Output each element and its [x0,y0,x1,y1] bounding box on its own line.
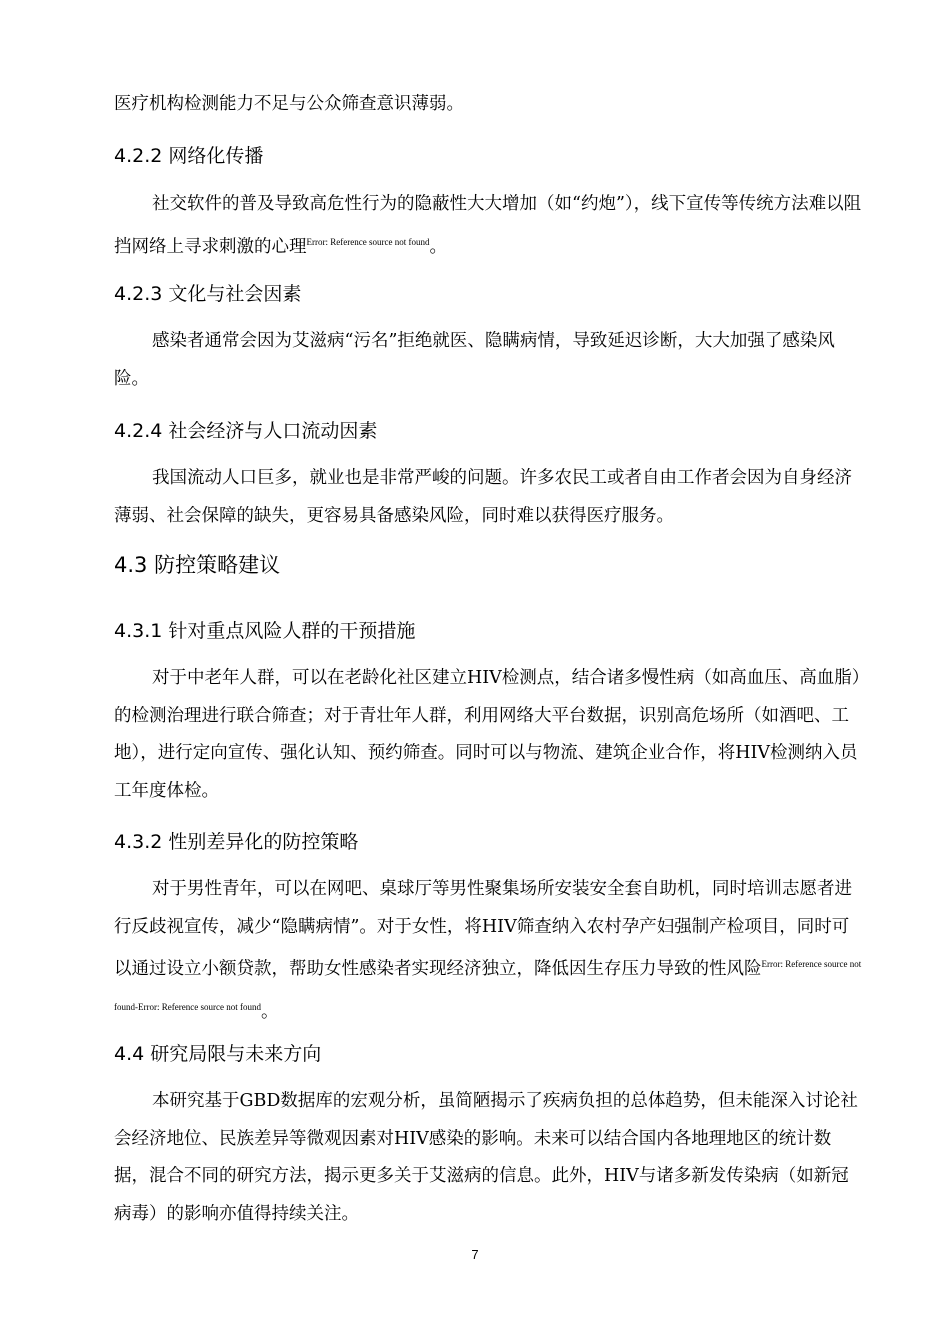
paragraph-text: 我国流动人口巨多，就业也是非常严峻的问题。许多农民工或者自由工作者会因为自身经济薄弱、社会保障的缺失，更容易具备感染风险，同时难以获得医疗服务。 [114,468,852,526]
heading-4-3-1: 4.3.1 针对重点风险人群的干预措施 [114,620,416,642]
reference-error: Error: Reference source not found-Error: Reference source not found [114,959,862,1012]
reference-error: Error: Reference source not found [306,236,430,247]
heading-4-2-4: 4.2.4 社会经济与人口流动因素 [114,420,378,442]
paragraph-4-3-1 [114,660,862,810]
paragraph-text: 对于男性青年，可以在网吧、桌球厅等男性聚集场所安装安全套自助机，同时培训志愿者进行反歧视宣传，减少“隐瞒病情”。对于女性，将HIV筛查纳入农村孕产妇强制产检项目，同时可以通过设立小额贷款，帮助女性感染者实现经济独立，降低因生存压力导致的性风险 [114,879,852,979]
heading-4-2-2: 4.2.2 网络化传播 [114,145,264,167]
paragraph-text: 感染者通常会因为艾滋病“污名”拒绝就医、隐瞒病情，导致延迟诊断，大大加强了感染风险。 [114,331,835,389]
heading-4-4: 4.4 研究局限与未来方向 [114,1043,322,1065]
heading-4-3: 4.3 防控策略建议 [114,553,281,577]
paragraph-4-2-4 [114,460,862,535]
paragraph-4-3-2: 对于男性青年，可以在网吧、桌球厅等男性聚集场所安装安全套自助机，同时培训志愿者进行反歧视宣传，减少“隐瞒病情”。对于女性，将HIV筛查纳入农村孕产妇强制产检项目，同时可以通过设立小额贷款，帮助女性感染者实现经济独立，降低因生存压力导致的性风险$^{Error: Reference source not found-Error: Reference source not found}$。 [114,879,862,1022]
paragraph-4-4 [114,1083,862,1233]
heading-4-2-3: 4.2.3 文化与社会因素 [114,283,302,305]
paragraph-text: 医疗机构检测能力不足与公众筛查意识薄弱。 [114,94,464,114]
page-number: 7 [471,1247,479,1262]
paragraph-text: 社交软件的普及导致高危性行为的隐蔽性大大增加（如“约炮”），线下宣传等传统方法难以阻挡网络上寻求刺激的心理 [114,194,862,257]
paragraph-4-2-2: 社交软件的普及导致高危性行为的隐蔽性大大增加（如“约炮”），线下宣传等传统方法难以阻挡网络上寻求刺激的心理$^{Error: Reference source not found}$。 [114,194,862,257]
heading-4-3-2: 4.3.2 性别差异化的防控策略 [114,831,359,853]
paragraph-4-2-3 [114,323,862,398]
paragraph-text: 本研究基于GBD数据库的宏观分析，虽简陋揭示了疾病负担的总体趋势，但未能深入讨论社会经济地位、民族差异等微观因素对HIV感染的影响。未来可以结合国内各地理地区的统计数据，混合不同的研究方法，揭示更多关于艾滋病的信息。此外，HIV与诸多新发传染病（如新冠病毒）的影响亦值得持续关注。 [114,1091,858,1224]
paragraph-continuation [114,86,862,124]
paragraph-text: 对于中老年人群，可以在老龄化社区建立HIV检测点，结合诸多慢性病（如高血压、高血脂）的检测治理进行联合筛查；对于青壮年人群，利用网络大平台数据，识别高危场所（如酒吧、工地），进行定向宣传、强化认知、预约筛查。同时可以与物流、建筑企业合作，将HIV检测纳入员工年度体检。 [114,668,861,801]
